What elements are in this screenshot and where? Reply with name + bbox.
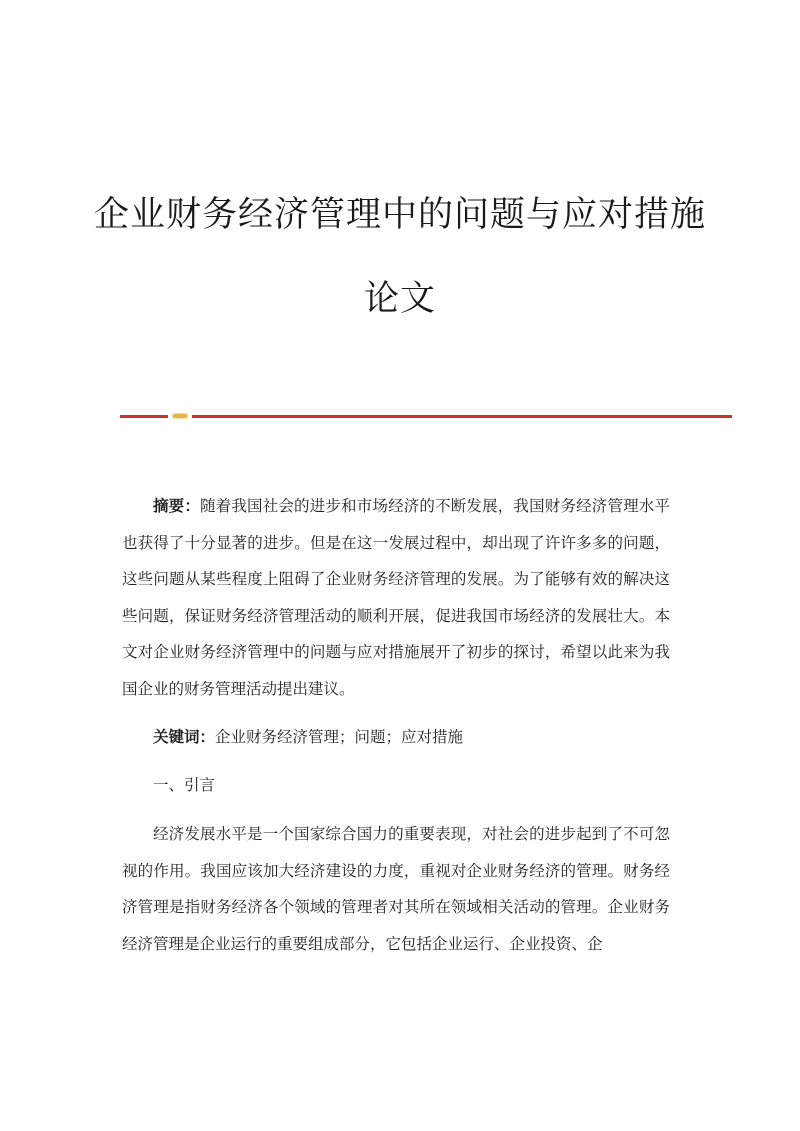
- keywords-paragraph: [122, 719, 670, 756]
- abstract-label: 摘要：: [153, 496, 201, 515]
- document-title-line-1: 企业财务经济管理中的问题与应对措施: [93, 195, 706, 235]
- divider-line-left: [120, 415, 168, 418]
- document-title-line-2: 论文: [363, 279, 436, 319]
- keywords-label: 关键词：: [153, 727, 216, 746]
- keywords-text: 企业财务经济管理；问题；应对措施: [215, 728, 464, 746]
- divider-ornament-icon: [172, 413, 188, 419]
- abstract-text: 随着我国社会的进步和市场经济的不断发展，我国财务经济管理水平也获得了十分显著的进步。但是在这一发展过程中，却出现了许许多多的问题，这些问题从某些程度上阻碍了企业财务经济管理的发展。为了能够有效的解决这些问题，保证财务经济管理活动的顺利开展，促进我国市场经济的发展壮大。本文对企业财务经济管理中的问题与应对措施展开了初步的探讨，希望以此来为我国企业的财务管理活动提出建议。: [122, 497, 670, 698]
- divider-line-right: [192, 415, 732, 418]
- introduction-paragraph: 经济发展水平是一个国家综合国力的重要表现，对社会的进步起到了不可忽视的作用。我国应该加大经济建设的力度，重视对企业财务经济的管理。财务经济管理是指财务经济各个领域的管理者对其所在领域相关活动的管理。企业财务经济管理是企业运行的重要组成部分，它包括企业运行、企业投资、企: [122, 825, 670, 953]
- document-body: [122, 488, 670, 962]
- title-divider: [120, 412, 732, 420]
- abstract-paragraph: [122, 488, 670, 707]
- section-heading-introduction: 一、引言: [153, 775, 216, 794]
